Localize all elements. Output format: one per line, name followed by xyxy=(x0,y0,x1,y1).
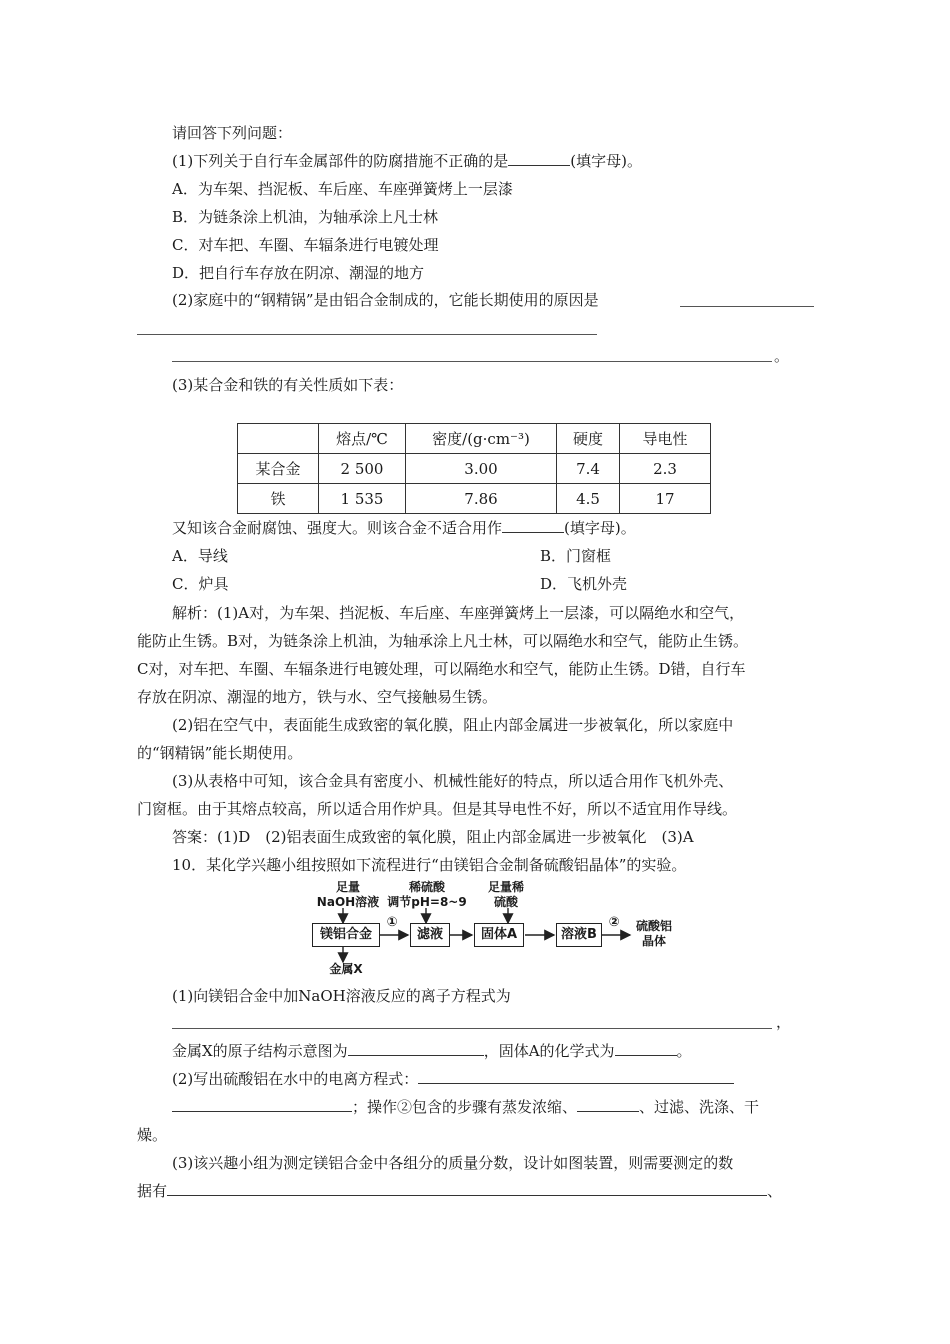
table-cell: 熔点/℃ xyxy=(319,424,406,454)
analysis-line: C对，对车把、车圈、车辐条进行电镀处理，可以隔绝水和空气，能防止生锈。D错，自行车 xyxy=(137,660,746,678)
q10-part1-line2: 金属X的原子结构示意图为 ，固体A的化学式为 。 xyxy=(172,1042,692,1060)
answer-line[interactable] xyxy=(137,334,597,335)
table-cell: 7.86 xyxy=(406,484,557,514)
answer-blank[interactable] xyxy=(508,151,570,166)
table-cell: 2.3 xyxy=(620,454,711,484)
q9-p3-option-d: D．飞机外壳 xyxy=(540,575,628,593)
table-cell xyxy=(238,424,319,454)
q9-option-a: A．为车架、挡泥板、车后座、车座弹簧烤上一层漆 xyxy=(172,180,513,198)
q10-part3-line1: (3)该兴趣小组为测定镁铝合金中各组分的质量分数，设计如图装置，则需要测定的数 xyxy=(172,1154,734,1172)
answer-blank[interactable] xyxy=(172,1097,352,1112)
answer-blank[interactable] xyxy=(502,518,564,533)
q9-option-d: D．把自行车存放在阴凉、潮湿的地方 xyxy=(172,264,425,282)
q9-option-b: B．为链条涂上机油，为轴承涂上凡士林 xyxy=(172,208,439,226)
table-cell: 某合金 xyxy=(238,454,319,484)
q9-p3-option-c: C．炉具 xyxy=(172,575,229,593)
q10-part2-line3: 燥。 xyxy=(137,1126,168,1144)
reagent-excess-h2so4: 足量稀 硫酸 xyxy=(487,880,524,909)
reagent-dilute-h2so4: 稀硫酸 调节pH=8~9 xyxy=(387,880,467,909)
properties-table xyxy=(237,423,711,514)
table-cell: 1 535 xyxy=(319,484,406,514)
reagent-naoh: 足量 NaOH溶液 xyxy=(316,880,380,909)
q9-part2-end: 。 xyxy=(774,347,790,365)
table-row xyxy=(238,454,711,484)
q9-part3-stem: (3)某合金和铁的有关性质如下表： xyxy=(172,376,404,394)
analysis-line: (3)从表格中可知，该合金具有密度小、机械性能好的特点，所以适合用作飞机外壳、 xyxy=(172,772,734,790)
byproduct-metal-x: 金属X xyxy=(329,962,363,976)
answer-blank[interactable] xyxy=(348,1041,484,1056)
table-cell: 4.5 xyxy=(557,484,620,514)
q9-intro: 请回答下列问题： xyxy=(172,124,293,142)
table-cell: 17 xyxy=(620,484,711,514)
q9-p3-option-a: A．导线 xyxy=(172,547,228,565)
q10-stem: 10．某化学兴趣小组按照如下流程进行“由镁铝合金制备硫酸铝晶体”的实验。 xyxy=(172,856,687,874)
product-al2so43-crystal: 硫酸铝 晶体 xyxy=(635,919,672,948)
analysis-line: 的“钢精锅”能长期使用。 xyxy=(137,744,303,762)
table-cell: 2 500 xyxy=(319,454,406,484)
q9-part3-question: 又知该合金耐腐蚀、强度大。则该合金不适合用作 (填字母)。 xyxy=(172,519,636,537)
table-cell: 铁 xyxy=(238,484,319,514)
q10-part2-stem: (2)写出硫酸铝在水中的电离方程式： xyxy=(172,1069,734,1089)
box-mg-al-alloy: 镁铝合金 xyxy=(312,923,380,947)
analysis-line: 存放在阴凉、潮湿的地方，铁与水、空气接触易生锈。 xyxy=(137,688,498,706)
q9-p3-option-b: B．门窗框 xyxy=(540,547,612,565)
box-solid-a: 固体A xyxy=(474,923,524,947)
answer-blank[interactable] xyxy=(167,1181,767,1196)
q10-part1-comma: ， xyxy=(776,1013,792,1031)
q10-part1-stem: (1)向镁铝合金中加NaOH溶液反应的离子方程式为 xyxy=(172,987,511,1005)
answer-line-text: 答案：(1)D (2)铝表面生成致密的氧化膜，阻止内部金属进一步被氧化 (3)A xyxy=(172,828,694,846)
q10-part2-line2: ；操作②包含的步骤有蒸发浓缩、 、过滤、洗涤、干 xyxy=(172,1097,759,1117)
q10-part3-line2: 据有 、 xyxy=(137,1182,783,1200)
q9-part1-stem: (1)下列关于自行车金属部件的防腐措施不正确的是 (填字母)。 xyxy=(172,152,642,170)
table-row xyxy=(238,484,711,514)
answer-blank[interactable] xyxy=(418,1069,734,1084)
table-cell: 硬度 xyxy=(557,424,620,454)
table-cell: 7.4 xyxy=(557,454,620,484)
answer-line[interactable] xyxy=(172,1028,772,1029)
analysis-line: 解析：(1)A对，为车架、挡泥板、车后座、车座弹簧烤上一层漆，可以隔绝水和空气， xyxy=(172,604,745,622)
answer-blank[interactable] xyxy=(615,1041,677,1056)
table-cell: 导电性 xyxy=(620,424,711,454)
box-solution-b: 溶液B xyxy=(556,923,602,947)
answer-line[interactable] xyxy=(680,306,814,307)
table-cell: 3.00 xyxy=(406,454,557,484)
table-cell: 密度/(g·cm⁻³) xyxy=(406,424,557,454)
table-header-row xyxy=(238,424,711,454)
answer-line[interactable] xyxy=(172,361,772,362)
answer-blank[interactable] xyxy=(577,1097,639,1112)
step-2-label: ② xyxy=(608,915,620,930)
box-filtrate: 滤液 xyxy=(410,923,450,947)
analysis-line: 门窗框。由于其熔点较高，所以适合用作炉具。但是其导电性不好，所以不适宜用作导线。 xyxy=(137,800,738,818)
step-1-label: ① xyxy=(386,915,398,930)
q9-option-c: C．对车把、车圈、车辐条进行电镀处理 xyxy=(172,236,439,254)
analysis-line: 能防止生锈。B对，为链条涂上机油，为轴承涂上凡士林，可以隔绝水和空气，能防止生锈。 xyxy=(137,632,749,650)
q9-part2-stem: (2)家庭中的“钢精锅”是由铝合金制成的，它能长期使用的原因是 xyxy=(172,291,599,309)
analysis-line: (2)铝在空气中，表面能生成致密的氧化膜，阻止内部金属进一步被氧化，所以家庭中 xyxy=(172,716,734,734)
